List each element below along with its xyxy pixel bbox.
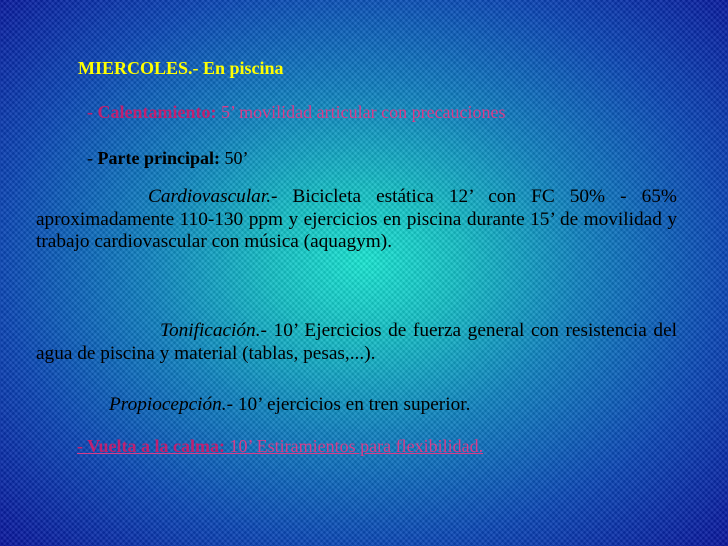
main-part-text: 50’ [219, 148, 249, 168]
toning-label: Tonificación.- [160, 320, 267, 341]
slide-title: MIERCOLES.- En piscina [78, 58, 284, 78]
cooldown-line [77, 436, 483, 457]
cooldown-text: 10’ Estiramientos para flexibilidad. [225, 436, 484, 456]
warmup-line [87, 102, 506, 123]
proprio-text: 10’ ejercicios en tren superior. [233, 394, 471, 415]
toning-paragraph [36, 320, 677, 365]
main-part-label: Parte principal: [97, 148, 220, 168]
cardio-text: Bicicleta estática 12’ con FC 50% - 65% aproximadamente 110-130 ppm y ejercicios en piscina durante 15’ de movilidad y trabajo cardiovascular con música (aquagym). [36, 186, 677, 253]
proprio-line [109, 394, 470, 416]
cardio-paragraph [36, 186, 677, 254]
cardio-label: Cardiovascular.- [148, 186, 278, 207]
warmup-label: Calentamiento: [97, 102, 217, 122]
proprio-label: Propiocepción.- [109, 394, 234, 415]
cooldown-label: Vuelta a la calma: [87, 436, 225, 456]
toning-text: 10’ Ejercicios de fuerza general con resistencia del agua de piscina y material (tablas, pesas,...). [36, 320, 677, 364]
warmup-text: 5’ movilidad articular con precauciones [216, 102, 506, 122]
cooldown-dash: - [77, 436, 88, 456]
main-part-line [87, 148, 248, 169]
main-part-dash: - [87, 148, 98, 168]
warmup-dash: - [87, 102, 98, 122]
